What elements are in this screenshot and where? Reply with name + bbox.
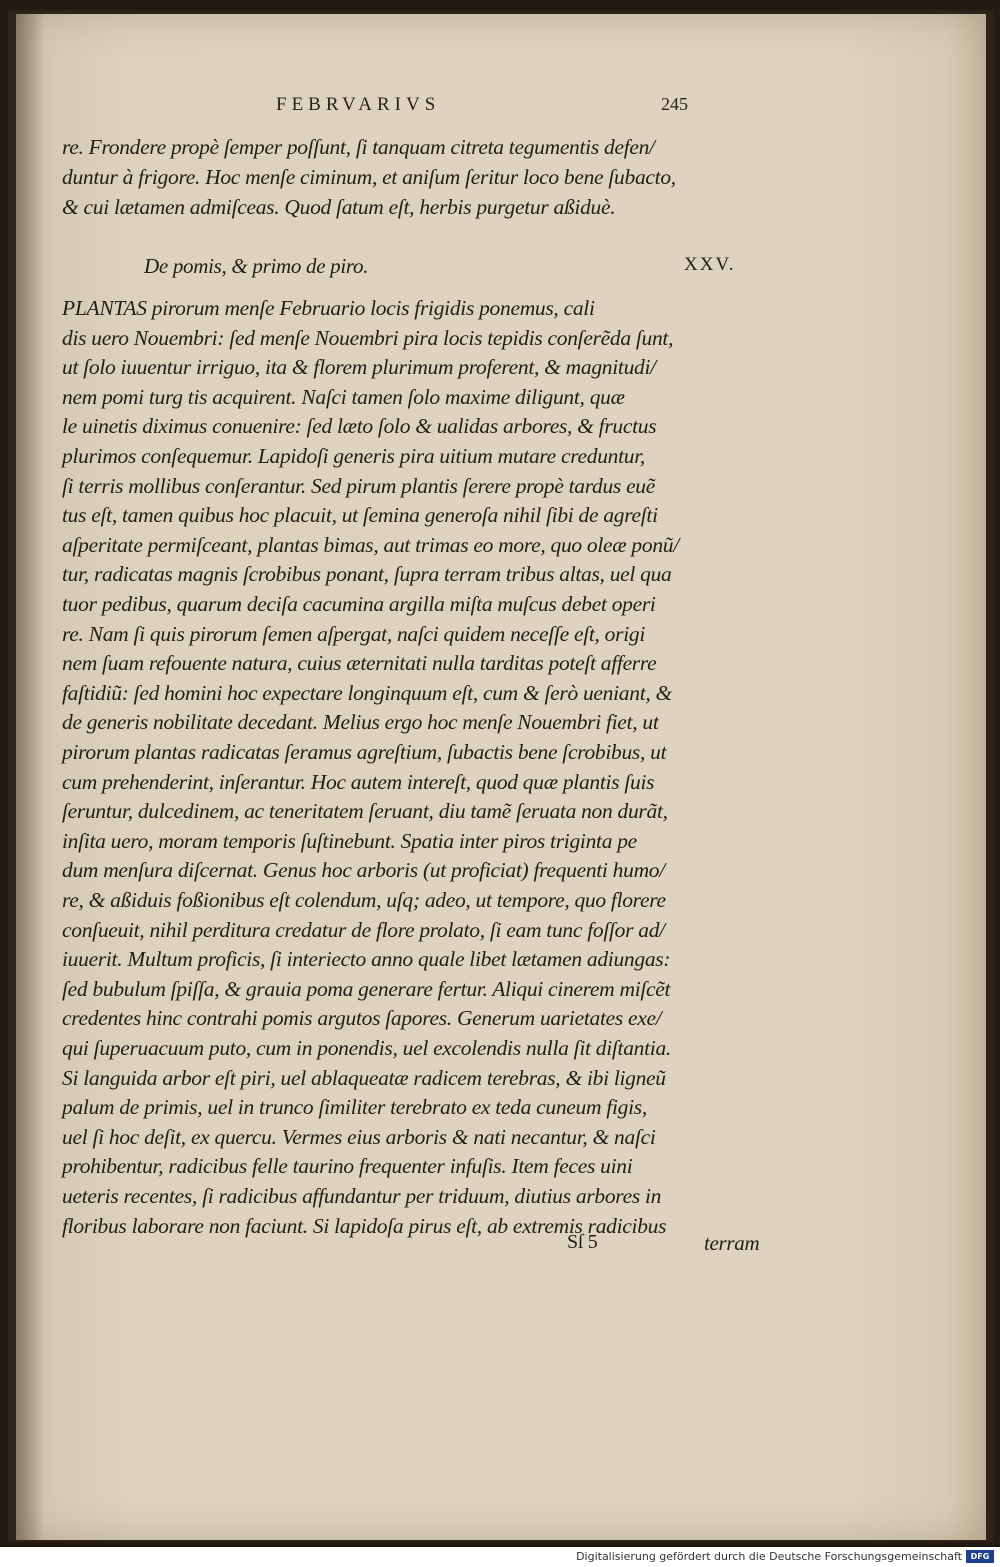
body-line: ſi terris mollibus conſerantur. Sed pirum plantis ſerere propè tardus euẽ	[62, 473, 656, 498]
book-page	[16, 14, 986, 1540]
body-line: credentes hinc contrahi pomis argutos ſapores. Generum uarietates exe/	[62, 1006, 662, 1031]
body-line: ſeruntur, dulcedinem, ac teneritatem ſeruant, diu tamẽ ſeruata non durãt,	[62, 799, 668, 824]
body-line: Si languida arbor eſt piri, uel ablaqueatæ radicem terebras, & ibi ligneũ	[62, 1065, 666, 1090]
intro-line: & cui lætamen admiſceas. Quod ſatum eſt, herbis purgetur aßiduè.	[62, 195, 616, 219]
footer-credit: Digitalisierung gefördert durch die Deutsche Forschungsgemeinschaft	[576, 1550, 962, 1563]
body-line: ueteris recentes, ſi radicibus affundantur per triduum, diutius arbores in	[62, 1184, 662, 1208]
intro-line: re. Frondere propè ſemper poſſunt, ſi tanquam citreta tegumentis defen/	[62, 135, 655, 159]
body-line: le uinetis diximus conuenire: ſed læto ſolo & ualidas arbores, & fructus	[62, 414, 657, 439]
body-line: qui ſuperuacuum puto, cum in ponendis, uel excolendis nulla ſit diſtantia.	[62, 1036, 671, 1060]
body-line: uel ſi hoc deſit, ex quercu. Vermes eius arboris & nati necantur, & naſci	[62, 1124, 656, 1149]
catchword: terram	[704, 1231, 760, 1255]
body-line: cum prehenderint, inſerantur. Hoc autem intereſt, quod quæ plantis ſuis	[62, 769, 655, 794]
intro-line: duntur à frigore. Hoc menſe ciminum, et aniſum ſeritur loco bene ſubacto,	[62, 165, 676, 189]
body-line: ſed bubulum ſpiſſa, & grauia poma generare fertur. Aliqui cinerem miſcẽt	[62, 976, 671, 1001]
section-heading: De pomis, & primo de piro.	[144, 254, 369, 278]
body-line: nem pomi turg tis acquirent. Naſci tamen ſolo maxime diligunt, quæ	[62, 384, 625, 409]
body-line: floribus laborare non faciunt. Si lapidoſa pirus eſt, ab extremis radicibus	[62, 1213, 667, 1238]
body-line: re, & aßiduis foßionibus eſt colendum, uſq; adeo, ut tempore, quo florere	[62, 888, 666, 912]
digitization-footer	[0, 1547, 1000, 1567]
body-line: palum de primis, uel in trunco ſimiliter terebrato ex teda cuneum figis,	[62, 1095, 647, 1120]
body-line: prohibentur, radicibus felle taurino frequenter infuſis. Item feces uini	[62, 1154, 633, 1179]
body-line: nem ſuam refouente natura, cuius æternitati nulla tarditas poteſt afferre	[62, 651, 657, 676]
signature-mark: Sſ 5	[567, 1231, 598, 1253]
body-line: re. Nam ſi quis pirorum ſemen aſpergat, naſci quidem neceſſe eſt, origi	[62, 621, 645, 646]
body-line: dis uero Nouembri: ſed menſe Nouembri pira locis tepidis conſerẽda ſunt,	[62, 325, 674, 350]
body-line: iuuerit. Multum proficis, ſi interiecto anno quale libet lætamen adiungas:	[62, 947, 671, 972]
body-line: tuor pedibus, quarum deciſa cacumina argilla miſta muſcus debet operi	[62, 592, 656, 616]
page-gutter	[16, 14, 44, 1540]
body-line: de generis nobilitate decedant. Melius ergo hoc menſe Nouembri fiet, ut	[62, 710, 659, 735]
body-line: aſperitate permiſceant, plantas bimas, aut trimas eo more, quo oleæ ponũ/	[62, 532, 679, 557]
body-line: tur, radicatas magnis ſcrobibus ponant, ſupra terram tribus altas, uel qua	[62, 562, 672, 587]
dfg-logo: DFG	[966, 1550, 994, 1563]
body-line: plurimos conſequemur. Lapidoſi generis pira uitium mutare creduntur,	[62, 444, 645, 468]
body-line: conſueuit, nihil perditura credatur de flore prolato, ſi eam tunc foſſor ad/	[62, 917, 665, 942]
body-line: ut ſolo iuuentur irriguo, ita & florem plurimum proferent, & magnitudi/	[62, 355, 656, 380]
chapter-number: XXV.	[684, 254, 736, 275]
body-line: PLANTAS pirorum menſe Februario locis frigidis ponemus, cali	[62, 296, 595, 320]
body-line: inſita uero, moram temporis ſuſtinebunt. Spatia inter piros triginta pe	[62, 828, 637, 853]
body-line: dum menſura diſcernat. Genus hoc arboris (ut proficiat) frequenti humo/	[62, 858, 665, 883]
body-line: pirorum plantas radicatas ſeramus agreſtium, ſubactis bene ſcrobibus, ut	[62, 740, 667, 764]
body-line: faſtidiũ: ſed homini hoc expectare longinquum eſt, cum & ſerò ueniant, &	[62, 680, 672, 705]
running-head: FEBRVARIVS	[276, 94, 441, 115]
page-number: 245	[661, 94, 688, 114]
body-line: tus eſt, tamen quibus hoc placuit, ut ſemina generoſa nihil ſibi de agreſti	[62, 503, 658, 528]
